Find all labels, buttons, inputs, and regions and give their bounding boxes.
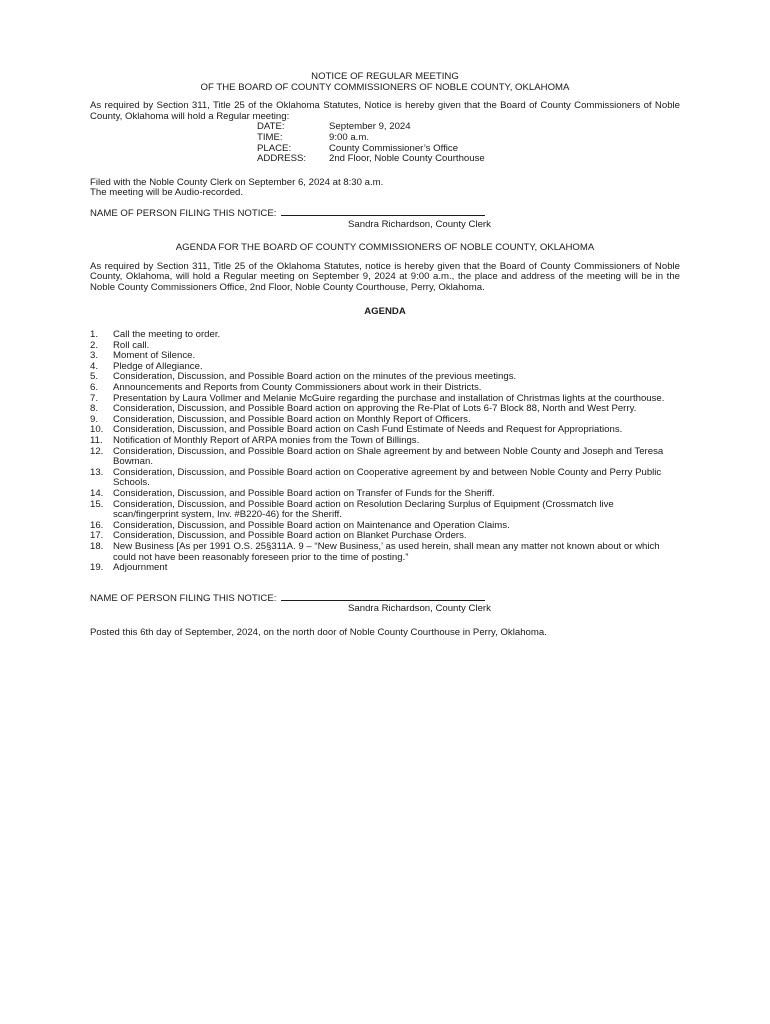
agenda-title: AGENDA FOR THE BOARD OF COUNTY COMMISSIONERS OF NOBLE COUNTY, OKLAHOMA (175, 242, 595, 254)
agenda-item (90, 447, 680, 468)
agenda-item-number: 16. (90, 519, 104, 531)
filing-name: Sandra Richardson, County Clerk (348, 218, 491, 230)
agenda-item (90, 542, 680, 563)
agenda-item-text: Consideration, Discussion, and Possible Board action on Monthly Report of Officers. (113, 413, 471, 425)
agenda-item-text: Consideration, Discussion, and Possible Board action on Resolution Declaring Surplus of Equipment (Crossmatch live scan/fingerprint system, Inv. #B220-46) for the Sheriff. (113, 498, 614, 521)
agenda-item (90, 468, 680, 489)
meeting-value: September 9, 2024 (329, 121, 411, 133)
agenda-item-text: Consideration, Discussion, and Possible Board action on Maintenance and Operation Claims. (113, 519, 510, 531)
agenda-item-text: Consideration, Discussion, and Possible Board action on Transfer of Funds for the Sheriff. (113, 488, 495, 499)
agenda-item-text: Roll call. (113, 339, 150, 351)
meeting-label: ADDRESS: (257, 153, 307, 165)
agenda-item (90, 563, 680, 574)
agenda-item-number: 4. (90, 360, 99, 372)
notice-document (90, 72, 680, 639)
agenda-intro: As required by Section 311, Title 25 of the Oklahoma Statutes, notice is hereby given that the Board of County Commissioners of Noble County, Oklahoma, will hold a Regular meeting on September 9, 2024 at 9:00 a.m., the place and address of the meeting will be in the Noble County Commissioners Office, 2nd Floor, Noble County Courthouse, Perry, Oklahoma. (90, 260, 680, 293)
agenda-item-text: Consideration, Discussion, and Possible Board action on Blanket Purchase Orders. (113, 530, 467, 542)
agenda-item-text: Consideration, Discussion, and Possible Board action on approving the Re-Plat of Lots 6-7 Block 88, North and West Perry. (113, 403, 637, 415)
agenda-item-number: 2. (90, 339, 99, 351)
agenda-item-number: 3. (90, 350, 99, 362)
agenda-item-text: Consideration, Discussion, and Possible Board action on Cooperative agreement by and between Noble County and Perry Public Schools. (113, 466, 662, 489)
signature-line (281, 592, 485, 601)
agenda-item-number: 8. (90, 403, 99, 415)
filing-name: Sandra Richardson, County Clerk (348, 603, 491, 615)
agenda-item-number: 15. (90, 498, 104, 510)
agenda-item-text: Pledge of Allegiance. (113, 360, 203, 372)
meeting-row-address (257, 154, 485, 165)
signature-line (281, 207, 485, 216)
meeting-value: 2nd Floor, Noble County Courthouse (329, 153, 485, 165)
filed-statement: Filed with the Noble County Clerk on September 6, 2024 at 8:30 a.m. (90, 176, 384, 188)
notice-title (90, 72, 680, 93)
agenda-item-number: 5. (90, 371, 99, 383)
posted-statement: Posted this 6th day of September, 2024, on the north door of Noble County Courthouse in Perry, Oklahoma. (90, 626, 547, 638)
agenda-list (90, 330, 680, 574)
notice-title-line2: OF THE BOARD OF COUNTY COMMISSIONERS OF NOBLE COUNTY, OKLAHOMA (200, 81, 570, 93)
agenda-item-text: Adjournment (113, 562, 168, 574)
agenda-item-text: Notification of Monthly Report of ARPA monies from the Town of Billings. (113, 435, 420, 447)
agenda-item-number: 9. (90, 413, 99, 425)
meeting-details (257, 122, 485, 164)
agenda-item-text: Consideration, Discussion, and Possible Board action on Shale agreement by and between Noble County and Joseph and Teresa Bowman. (113, 445, 664, 468)
agenda-item-text: Presentation by Laura Vollmer and Melanie McGuire regarding the purchase and installation of Christmas lights at the courthouse. (113, 392, 665, 404)
agenda-item-text: Call the meeting to order. (113, 329, 221, 341)
agenda-item-number: 13. (90, 466, 104, 478)
agenda-item-number: 1. (90, 329, 99, 341)
agenda-item-number: 11. (90, 435, 103, 447)
notice-title-line1: NOTICE OF REGULAR MEETING (311, 71, 459, 82)
meeting-value: County Commissioner’s Office (329, 142, 459, 154)
filing-label: NAME OF PERSON FILING THIS NOTICE: (90, 207, 277, 219)
agenda-item-text: Announcements and Reports from County Commissioners about work in their Districts. (113, 382, 482, 394)
filing-notice-1 (90, 207, 680, 220)
meeting-label: TIME: (257, 131, 283, 143)
agenda-item-number: 7. (90, 392, 99, 404)
agenda-item-text: Consideration, Discussion, and Possible Board action on Cash Fund Estimate of Needs and Request for Appropriations. (113, 424, 623, 436)
agenda-item-number: 10. (90, 424, 104, 436)
agenda-item-number: 18. (90, 540, 104, 552)
agenda-item (90, 500, 680, 521)
agenda-heading: AGENDA (364, 305, 406, 317)
meeting-value: 9:00 a.m. (329, 131, 369, 143)
agenda-item-number: 12. (90, 445, 104, 457)
agenda-item-number: 6. (90, 382, 99, 394)
agenda-item-text: Consideration, Discussion, and Possible Board action on the minutes of the previous meetings. (113, 371, 517, 383)
agenda-item-number: 19. (90, 562, 104, 574)
recorded-statement: The meeting will be Audio-recorded. (90, 187, 244, 199)
agenda-item-number: 14. (90, 488, 104, 499)
filing-label: NAME OF PERSON FILING THIS NOTICE: (90, 592, 277, 604)
agenda-item-number: 17. (90, 530, 104, 542)
meeting-label: DATE: (257, 121, 285, 133)
meeting-row-date (257, 122, 485, 133)
agenda-item-text: New Business [As per 1991 O.S. 25§311A. 9 – “New Business,’ as used herein, shall mean any matter not known about or which could not have been reasonably foreseen prior to the time of posting.” (113, 540, 660, 563)
agenda-item (90, 330, 680, 341)
notice-intro: As required by Section 311, Title 25 of the Oklahoma Statutes, Notice is hereby given that the Board of County Commissioners of Noble County, Oklahoma will hold a Regular meeting: (90, 100, 680, 122)
meeting-label: PLACE: (257, 142, 292, 154)
meeting-row-time (257, 133, 485, 144)
agenda-item-text: Moment of Silence. (113, 350, 196, 362)
